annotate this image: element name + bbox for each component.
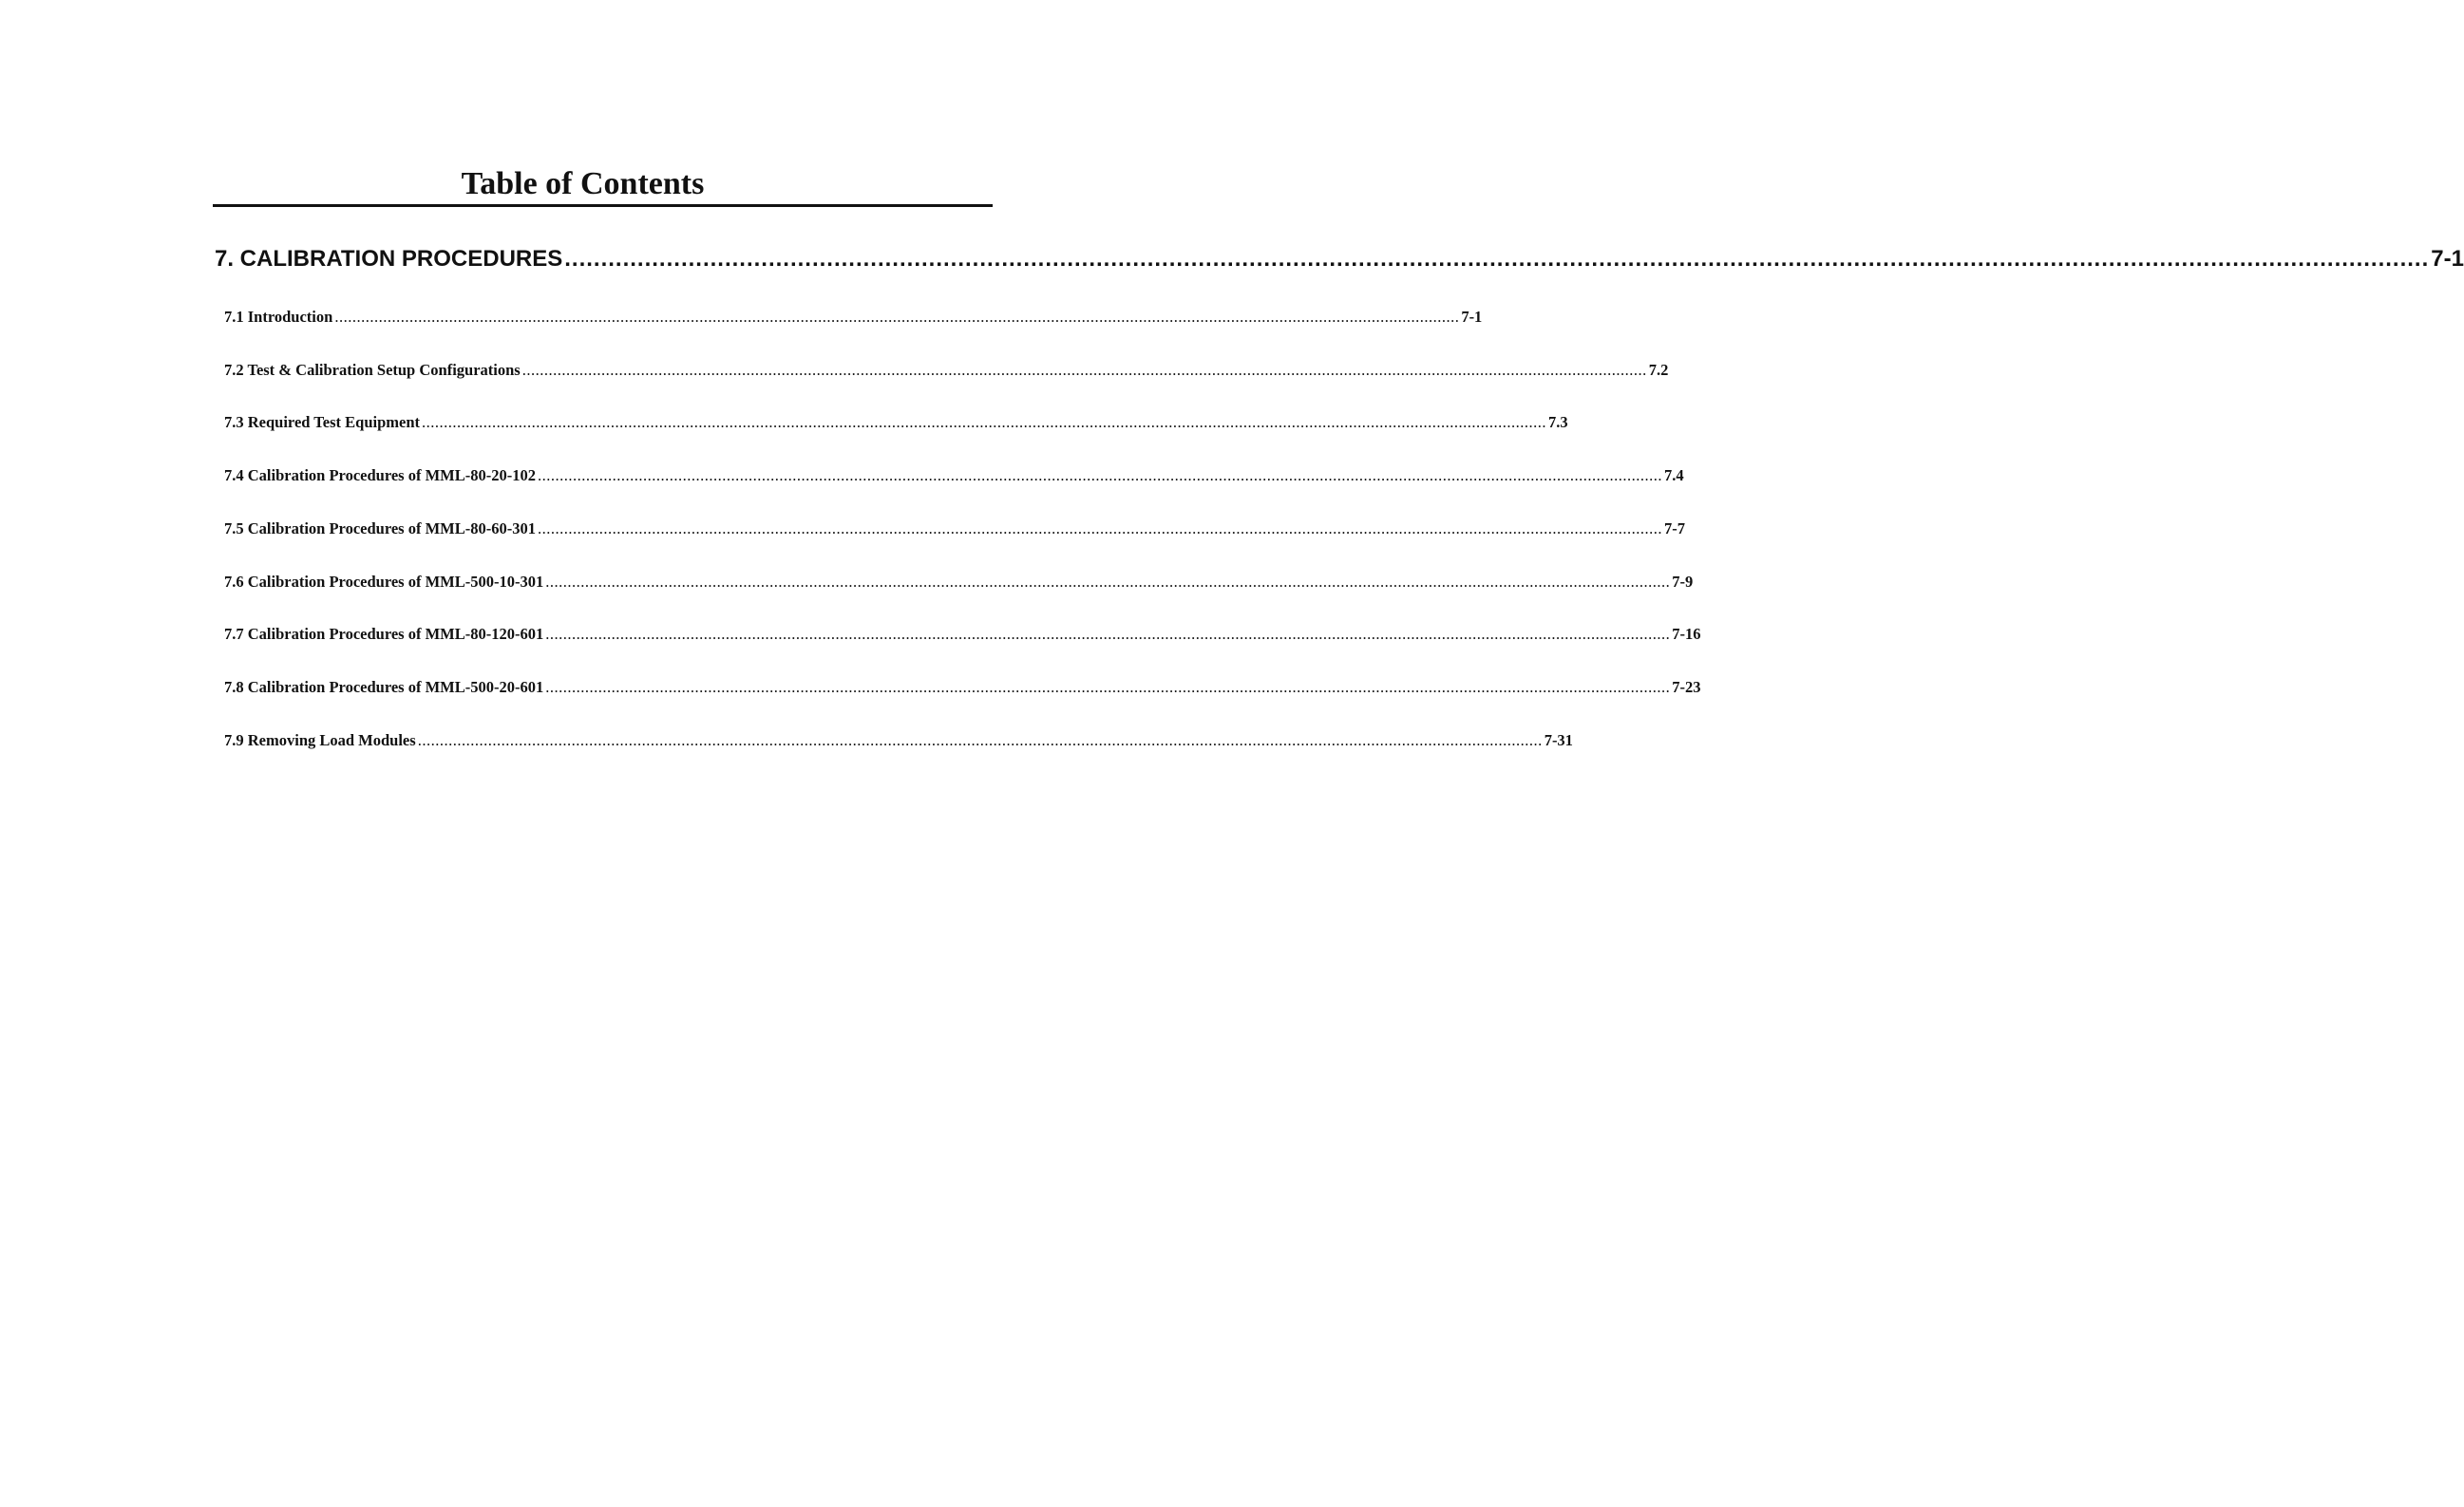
toc-entry-label: 7.2 Test & Calibration Setup Configurations xyxy=(224,361,521,379)
toc-entry-label: 7.8 Calibration Procedures of MML-500-20-601 xyxy=(224,678,544,696)
toc-page-number: 7.4 xyxy=(1663,466,1684,484)
toc-dot-leader: ................................................................................................................................................................................................................................................................ xyxy=(564,246,2430,272)
toc-dot-leader: ................................................................................................................................................................................................................................................................ xyxy=(417,731,1543,749)
toc-page-number: 7.2 xyxy=(1648,361,1669,379)
toc-entry-label: 7.1 Introduction xyxy=(224,308,333,326)
toc-page-number: 7-31 xyxy=(1544,731,1573,749)
toc-section-entry[interactable] xyxy=(224,518,1685,540)
toc-entry-label: 7.9 Removing Load Modules xyxy=(224,731,416,749)
toc-section-entry[interactable] xyxy=(224,676,1701,699)
toc-entry-label: 7.5 Calibration Procedures of MML-80-60-301 xyxy=(224,519,536,537)
toc-entry-label: 7.6 Calibration Procedures of MML-500-10-301 xyxy=(224,573,544,591)
toc-page-number: 7-1 xyxy=(2431,246,2464,272)
toc-entry-label: 7.7 Calibration Procedures of MML-80-120-601 xyxy=(224,625,544,643)
toc-dot-leader: ................................................................................................................................................................................................................................................................ xyxy=(422,413,1546,431)
toc-page-number: 7-1 xyxy=(1461,308,1483,326)
toc-entry-label: 7.4 Calibration Procedures of MML-80-20-102 xyxy=(224,466,536,484)
page-title: Table of Contents xyxy=(461,166,705,201)
toc-page-number: 7-16 xyxy=(1672,625,1701,643)
toc-section-entry[interactable] xyxy=(224,464,1684,487)
toc-section-entry[interactable] xyxy=(224,359,1669,382)
toc-page-number: 7-23 xyxy=(1672,678,1701,696)
toc-chapter-entry[interactable] xyxy=(215,242,2464,276)
toc-dot-leader: ................................................................................................................................................................................................................................................................ xyxy=(521,361,1647,379)
toc-dot-leader: ................................................................................................................................................................................................................................................................ xyxy=(545,678,1671,696)
toc-page-number: 7.3 xyxy=(1548,413,1568,431)
toc-section-entry[interactable] xyxy=(224,729,1573,752)
toc-dot-leader: ................................................................................................................................................................................................................................................................ xyxy=(537,519,1662,537)
toc-section-entry[interactable] xyxy=(224,411,1568,434)
toc-section-entry[interactable] xyxy=(224,306,1483,329)
toc-dot-leader: ................................................................................................................................................................................................................................................................ xyxy=(545,625,1671,643)
toc-dot-leader: ................................................................................................................................................................................................................................................................ xyxy=(537,466,1662,484)
toc-dot-leader: ................................................................................................................................................................................................................................................................ xyxy=(545,573,1671,591)
toc-entry-label: 7.3 Required Test Equipment xyxy=(224,413,420,431)
toc-dot-leader: ................................................................................................................................................................................................................................................................ xyxy=(334,308,1460,326)
toc-page-number: 7-9 xyxy=(1672,573,1694,591)
toc-page-number: 7-7 xyxy=(1663,519,1685,537)
toc-entry-label: 7. CALIBRATION PROCEDURES xyxy=(215,246,563,272)
toc-section-entry[interactable] xyxy=(224,623,1701,646)
title-divider xyxy=(213,204,993,207)
toc-section-entry[interactable] xyxy=(224,571,1694,593)
